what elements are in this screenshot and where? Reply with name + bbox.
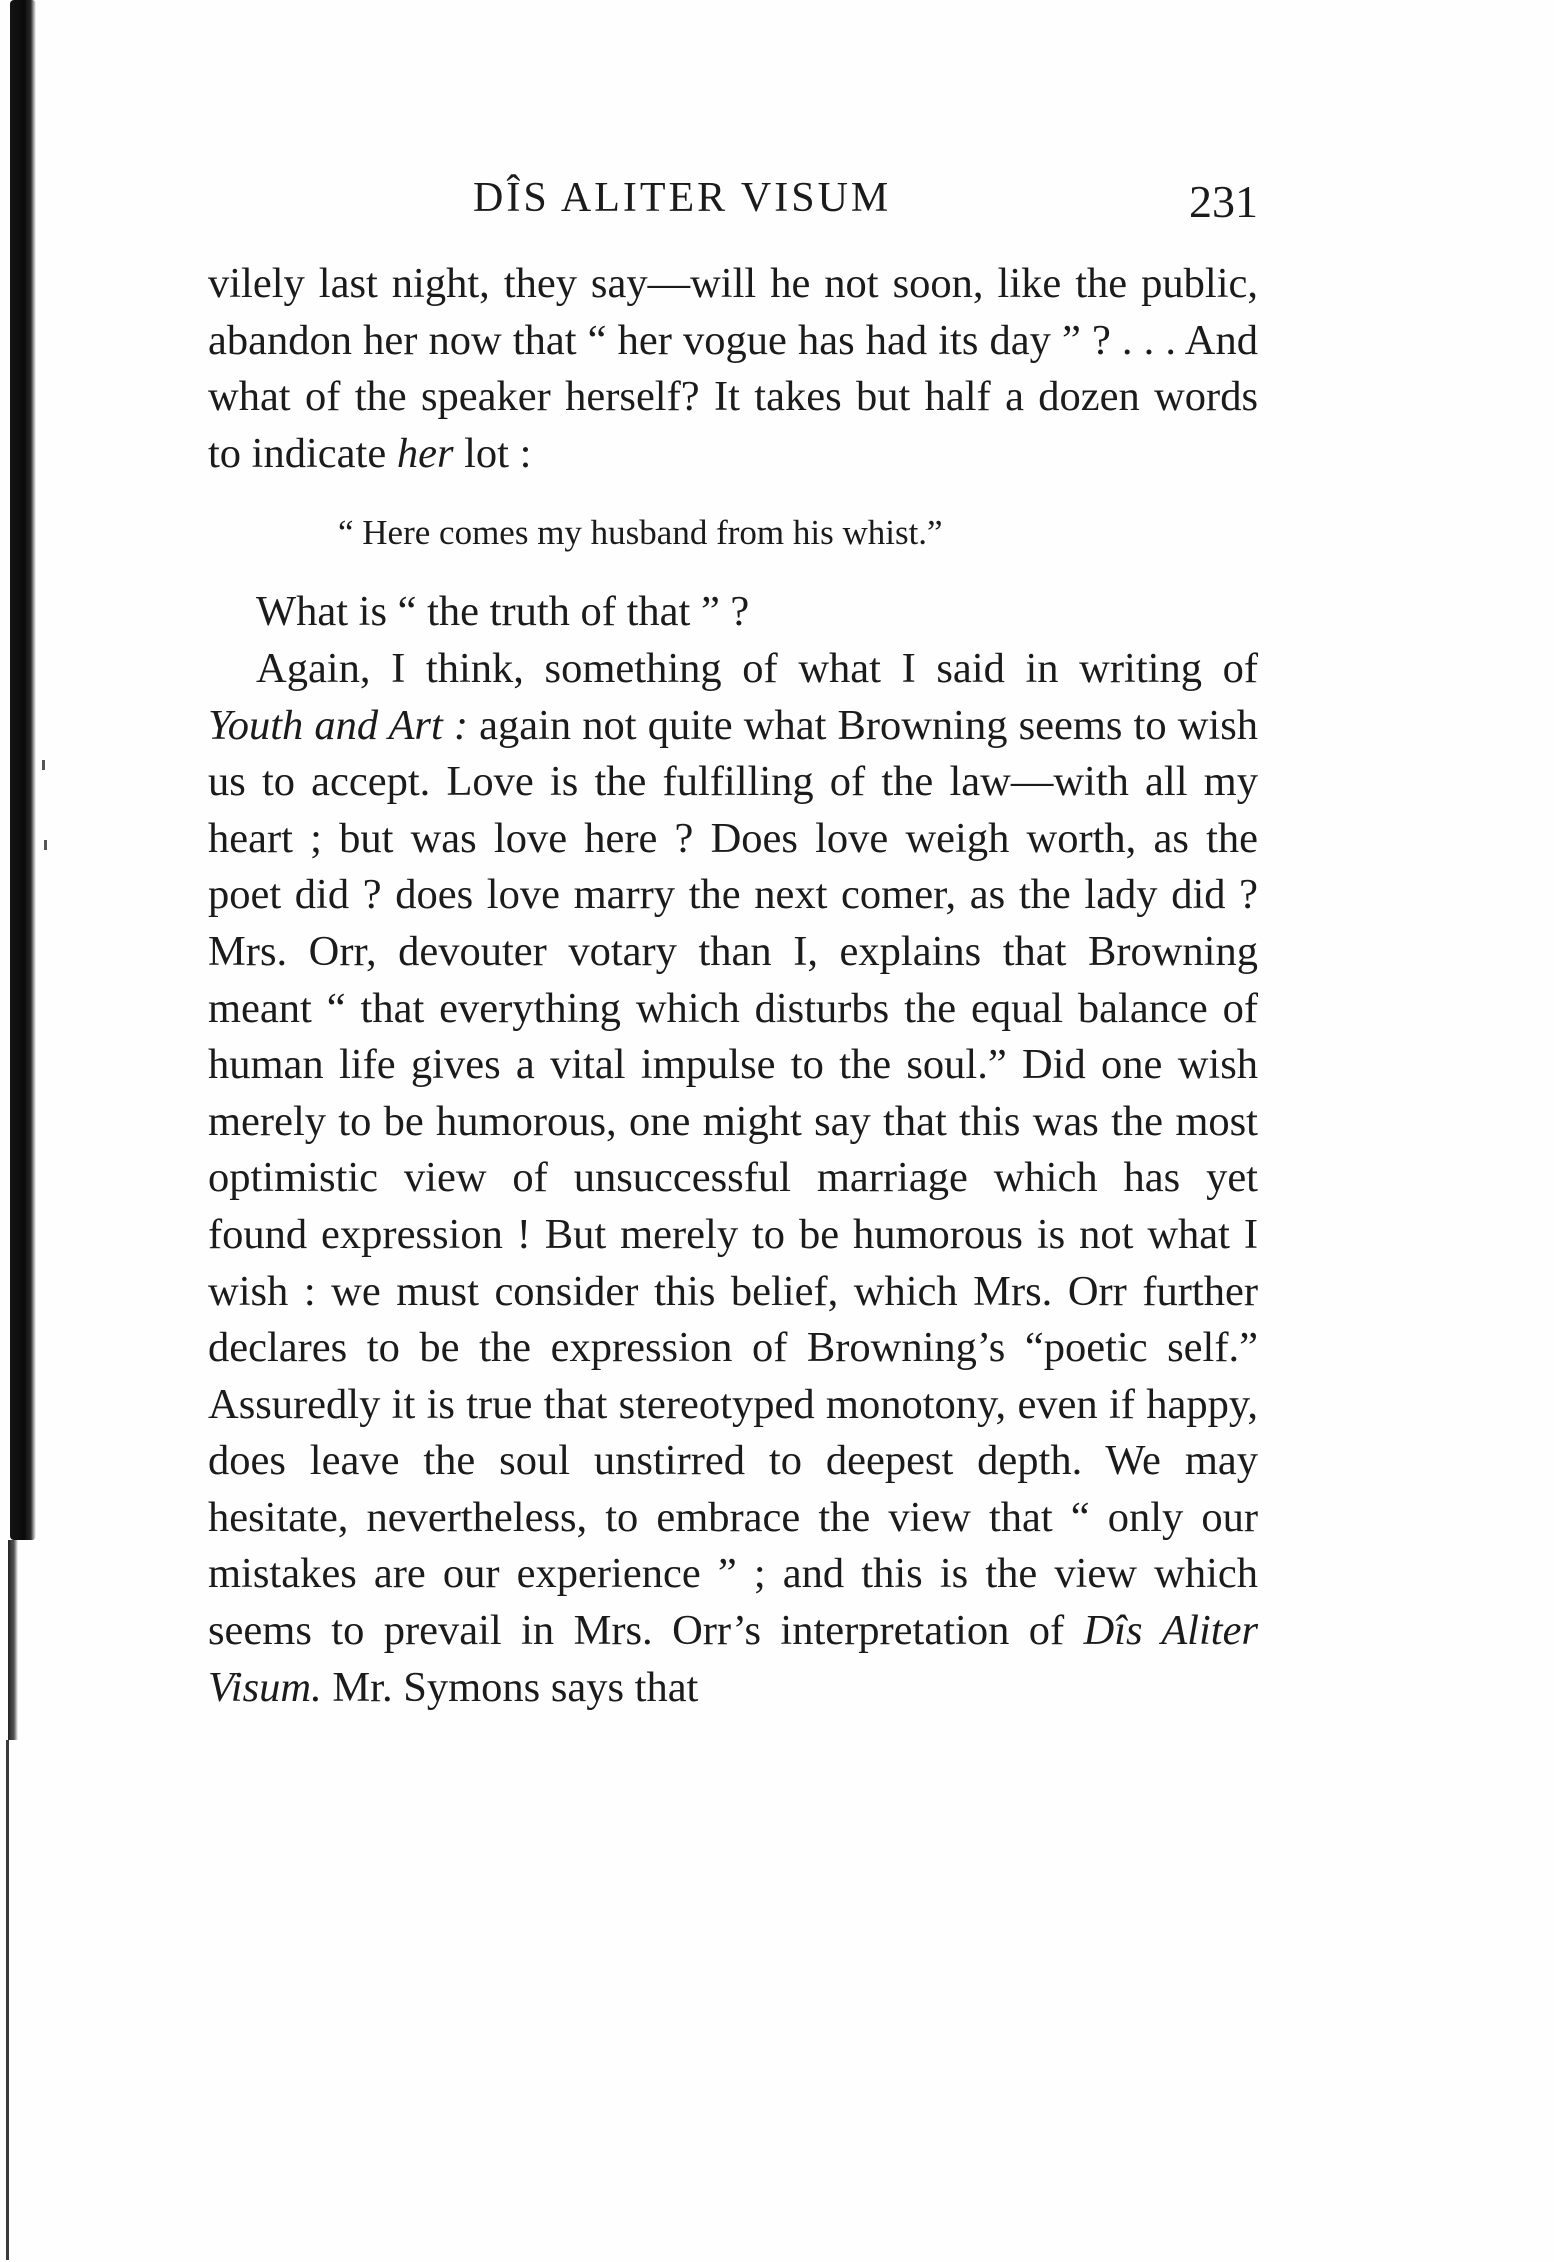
block-quote: “ Here comes my husband from his whist.” (338, 513, 943, 553)
page-header (208, 168, 1258, 228)
scan-speck (42, 760, 45, 770)
text-run: again not quite what Browning seems to wish us to accept. Love is the fulfilling of the law—with all my heart ; but was love here ? Does love weigh worth, as the poet did ? does love marry the next comer, as the lady did ? Mrs. Orr, devouter votary than I, explains that Browning meant “ that everything which disturbs the equal balance of human life gives a vital impulse to the soul.” Did one wish merely to be humorous, one might say that this was the most optimistic view of unsuccessful marriage which has yet found expression ! But merely to be humorous is not what I wish : we must consider this belief, which Mrs. Orr further declares to be the expression of Browning’s “poetic self.” Assuredly it is true that stereotyped monotony, even if happy, does leave the soul unstirred to deepest depth. We may hesitate, nevertheless, to embrace the view that “ only our mistakes are our experience ” ; and this is the view which seems to prevail in Mrs. Orr’s interpretation of (208, 701, 1258, 1655)
text-run: Again, I think, something of what I said in writing of (256, 644, 1258, 692)
binding-edge-fade (8, 1540, 18, 1740)
body-text (208, 256, 1258, 1716)
paragraph: What is “ the truth of that ” ? (256, 588, 750, 636)
binding-shadow (0, 0, 60, 2262)
binding-edge-thin (6, 1740, 9, 2260)
paragraph (208, 641, 1258, 1716)
italic-text: her (396, 429, 454, 477)
italic-text: Dîs Aliter Visum. (208, 1607, 1259, 1711)
paragraph (208, 256, 1258, 482)
scan-speck (44, 840, 47, 850)
text-run: lot : (453, 429, 532, 477)
binding-edge-dark (10, 0, 36, 1540)
running-title: DÎS ALITER VISUM (473, 175, 892, 221)
text-run: Mr. Symons says that (321, 1663, 699, 1711)
page-number: 231 (1189, 176, 1258, 227)
italic-text: Youth and Art : (208, 701, 469, 749)
text-run: vilely last night, they say—will he not soon, like the public, abandon her now that “ her vogue has had its day ” ? . . . And what of the speaker herself? It takes but half a dozen words to indicate (208, 260, 1258, 477)
